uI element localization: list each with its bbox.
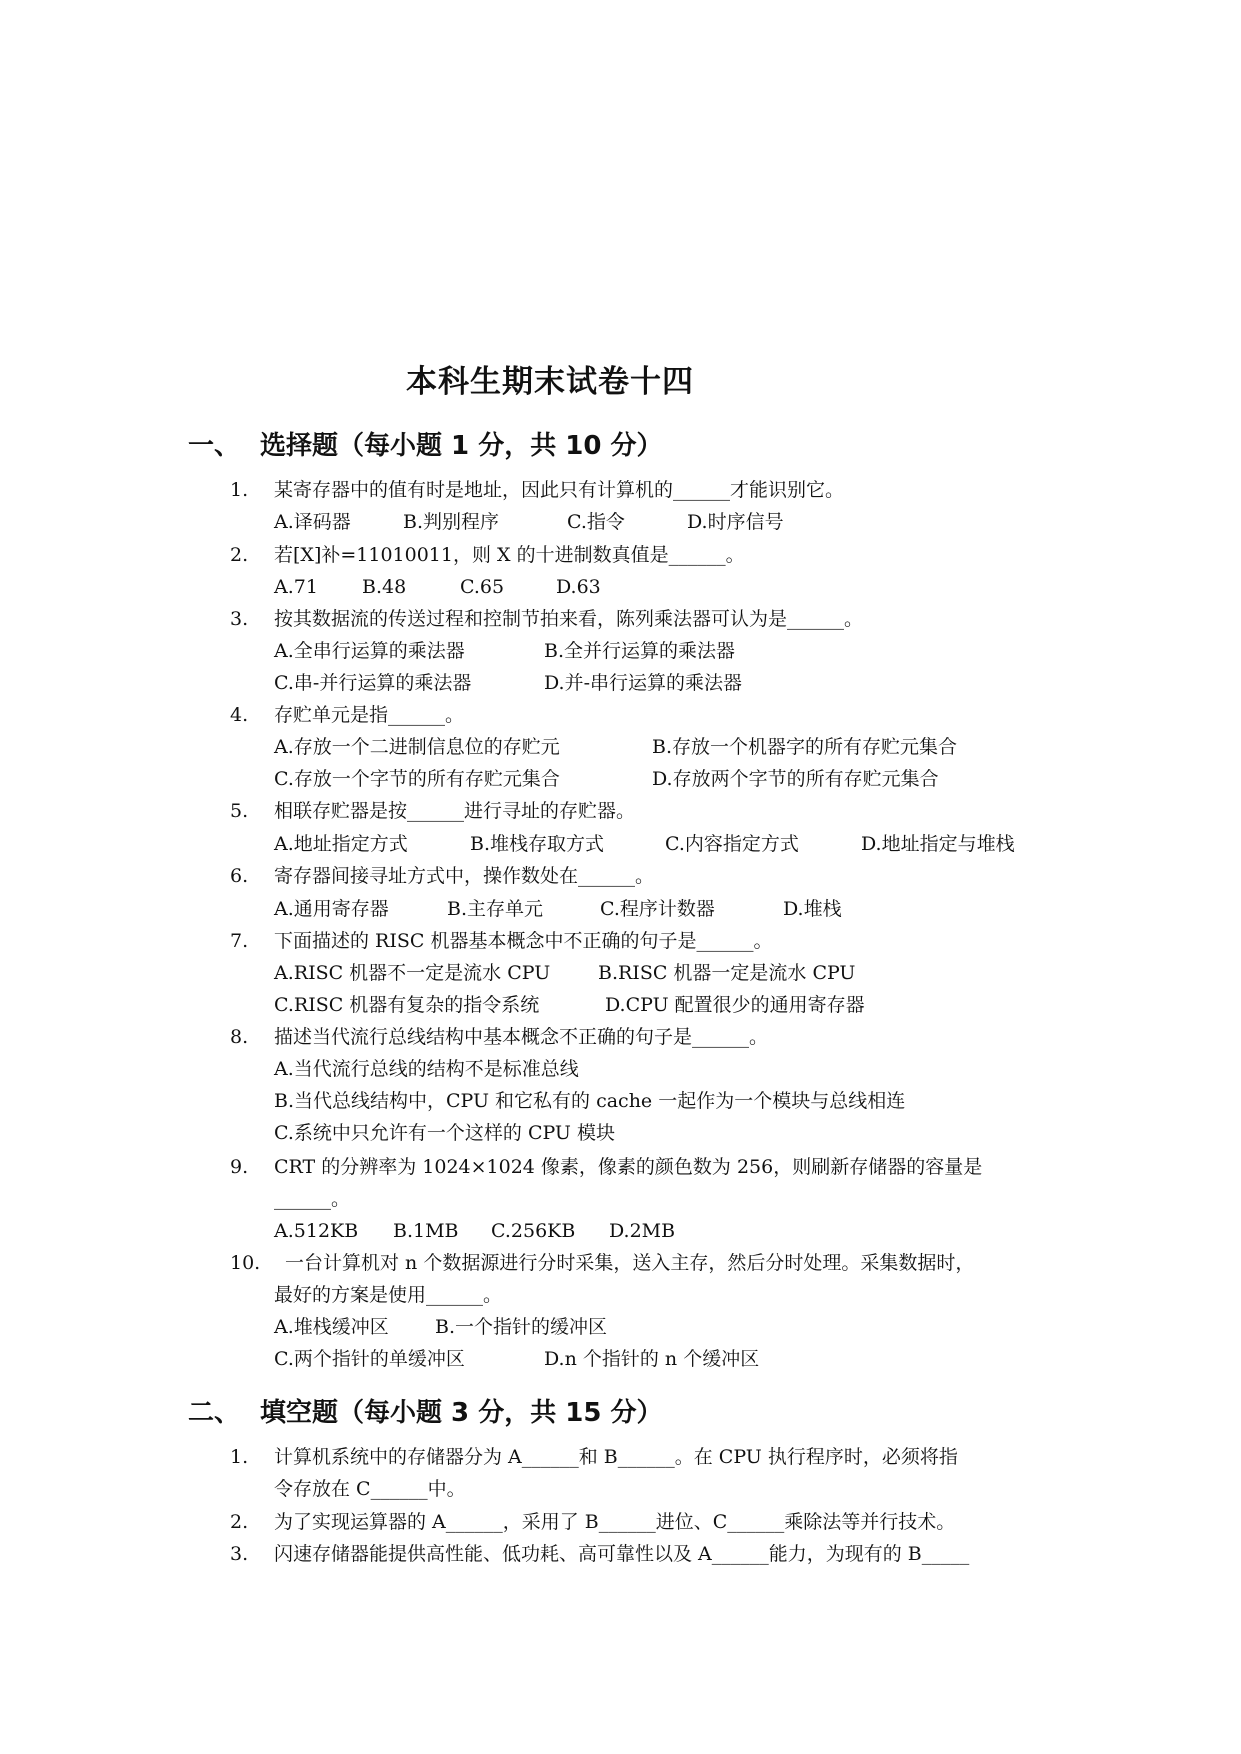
option: A.存放一个二进制信息位的存贮元 — [274, 736, 560, 758]
question-text: 为了实现运算器的 A______，采用了 B______进位、C______乘除法等并行技术。 — [274, 1511, 956, 1533]
page-title: 本科生期末试卷十四 — [406, 364, 694, 400]
option: C.串-并行运算的乘法器 — [274, 672, 472, 694]
question-text: 某寄存器中的值有时是地址，因此只有计算机的______才能识别它。 — [274, 479, 845, 501]
option: B.堆栈存取方式 — [470, 833, 605, 855]
option: B.一个指针的缓冲区 — [435, 1316, 608, 1338]
question-text: CRT 的分辨率为 1024×1024 像素，像素的颜色数为 256，则刷新存储器的容量是 — [274, 1156, 983, 1178]
option: A.当代流行总线的结构不是标准总线 — [274, 1058, 579, 1080]
question-number: 10. — [230, 1252, 261, 1274]
option: B.1MB — [393, 1220, 459, 1242]
section-heading-2 — [188, 1392, 662, 1429]
section-title: 填空题（每小题 3 分，共 15 分） — [260, 1398, 663, 1428]
question-text: 存贮单元是指______。 — [274, 704, 465, 726]
question-text: 若[X]补=11010011，则 X 的十进制数真值是______。 — [274, 544, 745, 566]
section-number: 一、 — [188, 431, 241, 461]
question-number: 2. — [230, 1511, 249, 1533]
option: D.时序信号 — [687, 511, 784, 533]
question-text: 相联存贮器是按______进行寻址的存贮器。 — [274, 800, 636, 822]
option: A.译码器 — [274, 511, 351, 533]
question-text: 寄存器间接寻址方式中，操作数处在______。 — [274, 865, 655, 887]
section-number: 二、 — [188, 1398, 241, 1428]
option: D.CPU 配置很少的通用寄存器 — [605, 994, 865, 1016]
question-text: 计算机系统中的存储器分为 A______和 B______。在 CPU 执行程序时，必须将指 — [274, 1446, 958, 1468]
option: C.系统中只允许有一个这样的 CPU 模块 — [274, 1122, 615, 1144]
question-number: 4. — [230, 704, 249, 726]
question-number: 6. — [230, 865, 249, 887]
option: A.通用寄存器 — [274, 898, 389, 920]
question-number: 1. — [230, 1446, 249, 1468]
question-text: 描述当代流行总线结构中基本概念不正确的句子是______。 — [274, 1026, 769, 1048]
question-text: 下面描述的 RISC 机器基本概念中不正确的句子是______。 — [274, 930, 773, 952]
section-heading-1 — [188, 425, 662, 462]
option: D.63 — [556, 576, 601, 598]
option: C.RISC 机器有复杂的指令系统 — [274, 994, 540, 1016]
section-title: 选择题（每小题 1 分，共 10 分） — [260, 431, 663, 461]
option: C.程序计数器 — [600, 898, 715, 920]
question-number: 1. — [230, 479, 249, 501]
question-number: 3. — [230, 1543, 249, 1565]
question-text: 令存放在 C______中。 — [274, 1478, 466, 1500]
option: D.n 个指针的 n 个缓冲区 — [544, 1348, 760, 1370]
question-number: 8. — [230, 1026, 249, 1048]
option: C.两个指针的单缓冲区 — [274, 1348, 465, 1370]
question-number: 9. — [230, 1156, 249, 1178]
option: B.当代总线结构中，CPU 和它私有的 cache 一起作为一个模块与总线相连 — [274, 1090, 906, 1112]
question-number: 2. — [230, 544, 249, 566]
option: D.地址指定与堆栈 — [861, 833, 1015, 855]
option: C.256KB — [491, 1220, 576, 1242]
question-text: 一台计算机对 n 个数据源进行分时采集，送入主存，然后分时处理。采集数据时， — [285, 1252, 975, 1274]
option: B.存放一个机器字的所有存贮元集合 — [652, 736, 958, 758]
option: C.内容指定方式 — [665, 833, 799, 855]
option: B.主存单元 — [447, 898, 544, 920]
question-text: 闪速存储器能提供高性能、低功耗、高可靠性以及 A______能力，为现有的 B_____ — [274, 1543, 970, 1565]
question-text: ______。 — [274, 1188, 351, 1210]
option: B.48 — [362, 576, 407, 598]
option: A.RISC 机器不一定是流水 CPU — [274, 962, 551, 984]
option: A.71 — [274, 576, 318, 598]
option: B.判别程序 — [403, 511, 500, 533]
option: A.512KB — [274, 1220, 359, 1242]
option: C.存放一个字节的所有存贮元集合 — [274, 768, 560, 790]
option: D.存放两个字节的所有存贮元集合 — [652, 768, 939, 790]
question-number: 3. — [230, 608, 249, 630]
option: A.地址指定方式 — [274, 833, 408, 855]
option: B.RISC 机器一定是流水 CPU — [598, 962, 856, 984]
option: D.并-串行运算的乘法器 — [544, 672, 743, 694]
option: C.65 — [460, 576, 505, 598]
option: A.全串行运算的乘法器 — [274, 640, 465, 662]
question-number: 7. — [230, 930, 249, 952]
question-number: 5. — [230, 800, 249, 822]
question-text: 最好的方案是使用______。 — [274, 1284, 503, 1306]
question-text: 按其数据流的传送过程和控制节拍来看，陈列乘法器可认为是______。 — [274, 608, 864, 630]
option: D.堆栈 — [783, 898, 842, 920]
option: B.全并行运算的乘法器 — [544, 640, 736, 662]
option: D.2MB — [609, 1220, 676, 1242]
option: C.指令 — [567, 511, 625, 533]
option: A.堆栈缓冲区 — [274, 1316, 389, 1338]
